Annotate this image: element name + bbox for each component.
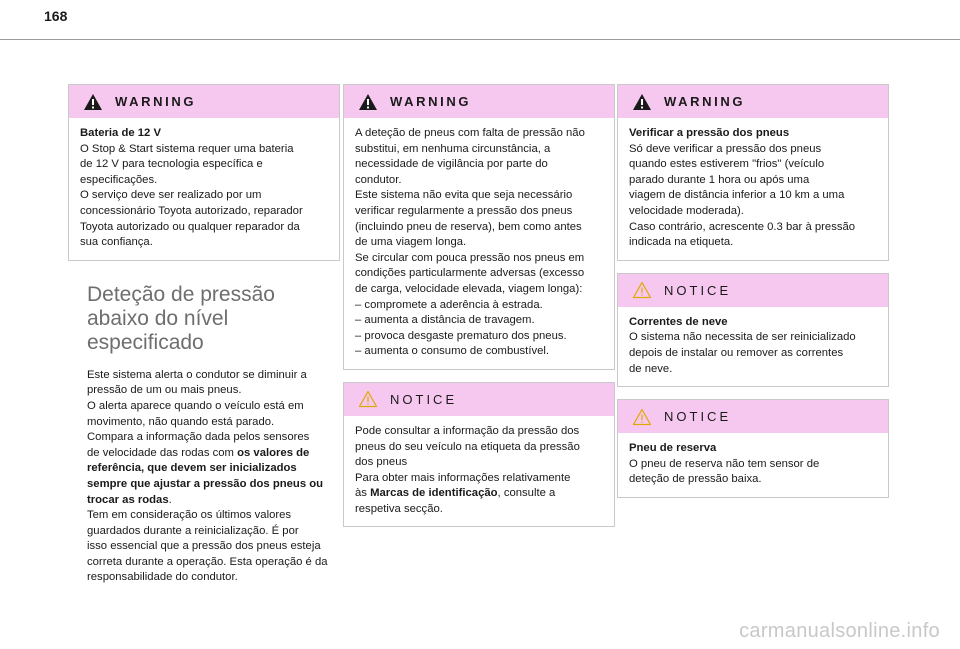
notice-header: [618, 274, 888, 307]
notice-box-spare-tyre: [617, 399, 889, 498]
text-line: pneus do seu veículo na etiqueta da pressão: [355, 440, 580, 453]
warning-body: [618, 118, 888, 260]
text-line: movimento, não quando está parado.: [87, 415, 275, 428]
column-2: [343, 84, 615, 527]
list-item: – compromete a aderência à estrada.: [355, 298, 543, 311]
text-line: responsabilidade do condutor.: [87, 571, 238, 584]
text-run: às: [355, 487, 371, 500]
text-line: Pode consultar a informação da pressão dos: [355, 424, 580, 437]
text-line: velocidade moderada).: [629, 204, 744, 217]
text-line: dos pneus: [355, 456, 408, 469]
text-run: .: [168, 493, 172, 506]
text-line: Compara a informação dada pelos sensores: [87, 431, 310, 444]
text-line: [87, 446, 341, 462]
text-line: correta durante a operação. Esta operação é da: [87, 555, 328, 568]
notice-title: NOTICE: [664, 282, 732, 298]
notice-body: [618, 433, 888, 497]
warning-icon: [83, 93, 103, 111]
warning-box-battery: [68, 84, 340, 261]
text-line: isso essencial que a pressão dos pneus esteja: [87, 540, 321, 553]
section-body: [87, 368, 341, 586]
text-line: condutor.: [355, 173, 402, 186]
text-line: O serviço deve ser realizado por um: [80, 189, 262, 202]
column-3: [617, 84, 889, 498]
text-line: A deteção de pneus com falta de pressão não: [355, 127, 585, 139]
notice-icon: [632, 281, 652, 299]
text-line: guardados durante a reinicialização. É por: [87, 524, 299, 537]
text-line-bold: referência, que devem ser inicializados: [87, 462, 297, 475]
text-line: respetiva secção.: [355, 502, 443, 515]
warning-header: [344, 85, 614, 118]
text-run: , consulte a: [497, 487, 556, 500]
warning-box-check-pressure: [617, 84, 889, 261]
text-line: Tem em consideração os últimos valores: [87, 509, 292, 522]
text-line: (incluindo pneu de reserva), bem como antes: [355, 220, 582, 233]
notice-heading: Correntes de neve: [629, 315, 728, 328]
text-line: Toyota autorizado ou qualquer reparador da: [80, 220, 300, 233]
warning-box-detection: [343, 84, 615, 370]
section-title-line: Deteção de pressão: [87, 282, 275, 306]
text-line: O sistema não necessita de ser reinicializado: [629, 331, 856, 344]
text-line: [355, 486, 604, 502]
warning-icon: [358, 93, 378, 111]
notice-header: [618, 400, 888, 433]
header-rule: [0, 39, 960, 40]
warning-body: [69, 118, 339, 260]
text-line: O pneu de reserva não tem sensor de: [629, 457, 820, 470]
notice-header: [344, 383, 614, 416]
list-item: – provoca desgaste prematuro dos pneus.: [355, 329, 567, 342]
text-line: Este sistema alerta o condutor se diminuir a: [87, 368, 307, 381]
section-title: [87, 283, 340, 355]
text-line: condições particularmente adversas (excesso: [355, 267, 585, 280]
text-line: sua confiança.: [80, 236, 153, 249]
warning-heading: Verificar a pressão dos pneus: [629, 127, 790, 139]
text-line: [87, 493, 341, 509]
warning-header: [69, 85, 339, 118]
section-title-line: abaixo do nível: [87, 306, 229, 330]
page-number: 168: [44, 8, 68, 24]
warning-header: [618, 85, 888, 118]
notice-icon: [632, 408, 652, 426]
text-line: concessionário Toyota autorizado, reparador: [80, 204, 303, 217]
text-line: de carga, velocidade elevada, viagem longa):: [355, 282, 583, 295]
text-line: Só deve verificar a pressão dos pneus: [629, 142, 822, 155]
list-item: – aumenta o consumo de combustível.: [355, 345, 550, 358]
watermark: carmanualsonline.info: [739, 620, 940, 642]
text-line: depois de instalar ou remover as correntes: [629, 346, 844, 359]
section-title-line: especificado: [87, 330, 204, 354]
text-line: Este sistema não evita que seja necessário: [355, 189, 573, 202]
warning-title: WARNING: [664, 94, 746, 109]
warning-heading: Bateria de 12 V: [80, 127, 162, 139]
notice-body: [344, 416, 614, 527]
text-line: deteção de pressão baixa.: [629, 473, 762, 486]
warning-body: [344, 118, 614, 369]
text-line: verificar regularmente a pressão dos pneus: [355, 204, 573, 217]
list-item: – aumenta a distância de travagem.: [355, 314, 535, 327]
text-line: O alerta aparece quando o veículo está em: [87, 399, 304, 412]
text-line: de neve.: [629, 362, 673, 375]
text-line: de 12 V para tecnologia específica e: [80, 158, 263, 171]
text-line: quando estes estiverem "frios" (veículo: [629, 158, 825, 171]
cross-reference: Marcas de identificação: [370, 487, 498, 500]
text-line: pressão de um ou mais pneus.: [87, 384, 242, 397]
text-line: Para obter mais informações relativamente: [355, 471, 571, 484]
notice-heading: Pneu de reserva: [629, 442, 717, 455]
notice-box-label: [343, 382, 615, 528]
text-line: de uma viagem longa.: [355, 236, 467, 249]
notice-body: [618, 307, 888, 386]
notice-title: NOTICE: [390, 391, 458, 407]
notice-title: NOTICE: [664, 409, 732, 425]
column-1: [68, 84, 340, 586]
warning-icon: [632, 93, 652, 111]
text-line: especificações.: [80, 173, 158, 186]
text-run-bold: trocar as rodas: [87, 493, 169, 506]
text-run: de velocidade das rodas com: [87, 446, 238, 459]
warning-title: WARNING: [115, 94, 197, 109]
text-line: viagem de distância inferior a 10 km a uma: [629, 189, 845, 202]
text-line-bold: sempre que ajustar a pressão dos pneus ou: [87, 477, 324, 490]
text-line: Se circular com pouca pressão nos pneus em: [355, 251, 585, 264]
text-line: necessidade de vigilância por parte do: [355, 158, 548, 171]
notice-box-snow-chains: [617, 273, 889, 387]
warning-title: WARNING: [390, 94, 472, 109]
text-line: O Stop & Start sistema requer uma bateria: [80, 142, 294, 155]
text-line: Caso contrário, acrescente 0.3 bar à pressão: [629, 220, 856, 233]
text-line: parado durante 1 hora ou após uma: [629, 173, 810, 186]
text-line: substitui, em nenhuma circunstância, a: [355, 142, 551, 155]
notice-icon: [358, 390, 378, 408]
text-line: indicada na etiqueta.: [629, 236, 734, 249]
text-run-bold: os valores de: [237, 446, 310, 459]
